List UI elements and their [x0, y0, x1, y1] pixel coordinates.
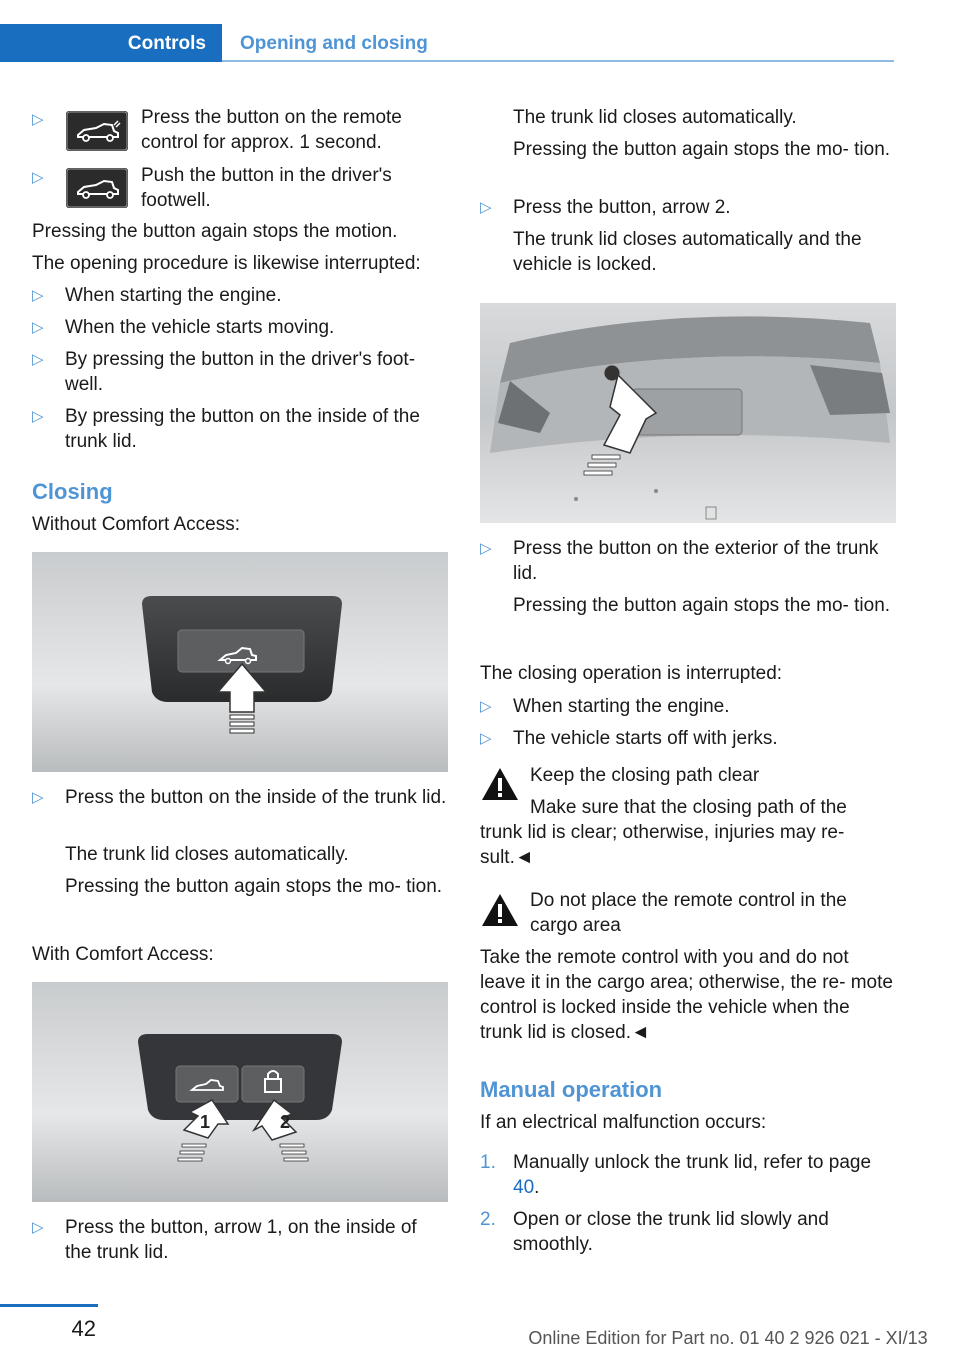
warning1-rest: trunk lid is clear; otherwise, injuries may re‐ sult.◄ — [480, 822, 845, 868]
list-item-text: When starting the engine. — [513, 696, 730, 717]
closes-auto-text: The trunk lid closes automatically. — [65, 844, 349, 865]
stops-motion-text: Pressing the button again stops the mo‐ tion. — [65, 876, 443, 897]
car-rear-figure — [480, 303, 896, 523]
footwell-button-text: Push the button in the driver's footwell. — [141, 165, 392, 211]
page-number: 42 — [71, 1316, 96, 1341]
figure-label-arrow-1: 1 — [200, 1112, 211, 1132]
trunk-button-figure — [32, 552, 448, 772]
list-item-text: When the vehicle starts moving. — [65, 317, 335, 338]
warning-icon — [480, 766, 520, 802]
bullet-icon: ▷ — [32, 169, 44, 186]
step-number: 1. — [480, 1152, 496, 1173]
bullet-icon: ▷ — [32, 1219, 44, 1236]
footer-rule — [0, 1304, 98, 1307]
list-item-text: By pressing the button in the driver's foot‐ well. — [65, 349, 416, 395]
bullet-icon: ▷ — [480, 199, 492, 216]
list-item-text: By pressing the button on the inside of the trunk lid. — [65, 406, 420, 452]
bullet-icon: ▷ — [480, 698, 492, 715]
figure-label-arrow-2: 2 — [280, 1112, 291, 1132]
bullet-icon: ▷ — [480, 730, 492, 747]
without-comfort-text: Without Comfort Access: — [32, 514, 241, 535]
edition-footer: Online Edition for Part no. 01 40 2 926 021 - XI/13 — [528, 1328, 928, 1348]
stops-motion-text: Pressing the button again stops the mo‐ tion. — [513, 139, 891, 160]
step-number: 2. — [480, 1209, 496, 1230]
list-item — [32, 105, 448, 157]
closes-auto-text: The trunk lid closes automatically. — [513, 107, 797, 128]
list-item-text: Press the button on the exterior of the trunk lid. — [513, 538, 879, 584]
header-rule — [222, 60, 894, 62]
warning1-title: Keep the closing path clear — [530, 765, 760, 786]
header-tab-controls[interactable]: Controls — [0, 24, 222, 62]
exterior-stop-text: Pressing the button again stops the mo‐ tion. — [513, 595, 891, 616]
list-item-text: Press the button, arrow 1, on the inside of the trunk lid. — [65, 1217, 417, 1263]
closing-heading: Closing — [32, 479, 113, 504]
bullet-icon: ▷ — [32, 789, 44, 806]
bullet-icon: ▷ — [32, 408, 44, 425]
step1-text: Manually unlock the trunk lid, refer to page — [513, 1152, 872, 1173]
comfort-buttons-figure — [32, 982, 448, 1202]
stop-motion-text: Pressing the button again stops the motion. — [32, 221, 398, 242]
trunk-remote-button-icon — [66, 111, 128, 151]
interrupted-intro: The opening procedure is likewise interrupted: — [32, 253, 421, 274]
warning1-first-line: Make sure that the closing path of the — [530, 797, 847, 818]
trunk-footwell-button-icon — [66, 168, 128, 208]
warning2-body: Take the remote control with you and do not leave it in the cargo area; otherwise, the re‐ mote control is locked inside the vehicle when the trunk lid is closed.◄ — [480, 947, 893, 1043]
list-item-text: The vehicle starts off with jerks. — [513, 728, 778, 749]
closing-interrupted-text: The closing operation is interrupted: — [480, 663, 783, 684]
malfunction-text: If an electrical malfunction occurs: — [480, 1112, 767, 1133]
bullet-icon: ▷ — [480, 540, 492, 557]
manual-operation-heading: Manual operation — [480, 1077, 663, 1102]
list-item-text: Press the button on the inside of the trunk lid. — [65, 787, 447, 808]
warning2-title: Do not place the remote control in the cargo area — [530, 890, 847, 936]
warning-icon — [480, 892, 520, 928]
list-item — [32, 163, 448, 215]
page-link[interactable]: 40 — [513, 1177, 535, 1198]
list-item-text — [513, 1150, 896, 1200]
header-tab-opening-closing[interactable]: Opening and closing — [240, 32, 428, 54]
bullet-icon: ▷ — [32, 111, 44, 128]
bullet-icon: ▷ — [32, 287, 44, 304]
list-item-text: When starting the engine. — [65, 285, 282, 306]
arrow2-result-text: The trunk lid closes automatically and the vehicle is locked. — [513, 229, 862, 275]
bullet-icon: ▷ — [32, 351, 44, 368]
with-comfort-text: With Comfort Access: — [32, 944, 214, 965]
step1-end: . — [534, 1177, 540, 1198]
list-item-text: Open or close the trunk lid slowly and smoothly. — [513, 1209, 829, 1255]
remote-button-text: Press the button on the remote control for approx. 1 second. — [141, 107, 402, 153]
bullet-icon: ▷ — [32, 319, 44, 336]
list-item-text: Press the button, arrow 2. — [513, 197, 731, 218]
